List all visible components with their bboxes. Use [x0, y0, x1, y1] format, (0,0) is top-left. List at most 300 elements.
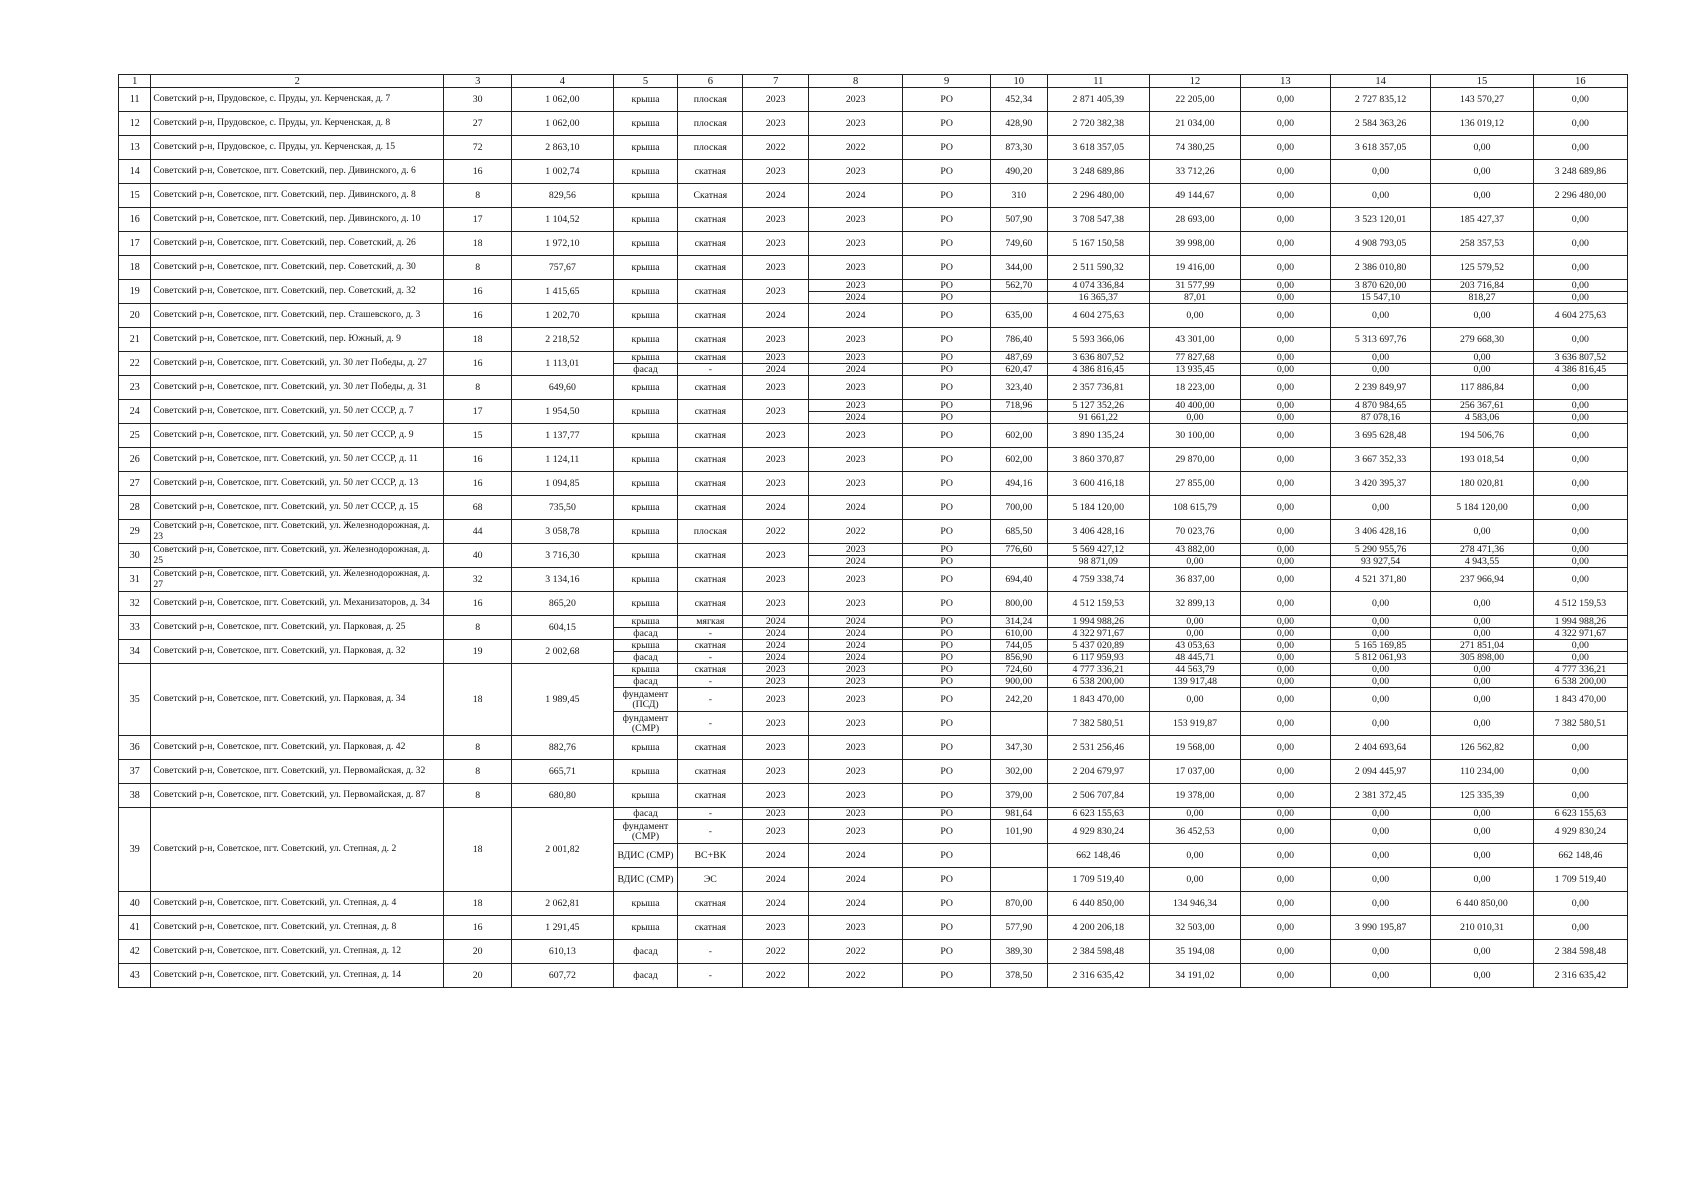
funding-source: РО — [903, 256, 991, 280]
apartments-count: 16 — [444, 280, 512, 304]
column-header-7: 7 — [743, 75, 809, 88]
funding-source: РО — [903, 760, 991, 784]
table-row — [119, 184, 1628, 208]
row-number: 29 — [119, 520, 151, 544]
fund-owners: 4 512 159,53 — [1533, 592, 1627, 616]
fund-regional: 3 420 395,37 — [1330, 472, 1430, 496]
fund-regional: 0,00 — [1330, 160, 1430, 184]
finish-year: 2023 — [809, 736, 903, 760]
fund-regional: 3 618 357,05 — [1330, 136, 1430, 160]
work-type: крыша — [613, 568, 678, 592]
building-area: 1 062,00 — [512, 88, 613, 112]
area — [991, 868, 1047, 892]
funding-source: РО — [903, 868, 991, 892]
row-number: 37 — [119, 760, 151, 784]
cost-per-unit: 32 899,13 — [1150, 592, 1241, 616]
fund-regional: 5 812 061,93 — [1330, 652, 1430, 664]
work-type: крыша — [613, 616, 678, 628]
work-type: фасад — [613, 676, 678, 688]
fund-federal: 0,00 — [1240, 640, 1330, 652]
apartments-count: 16 — [444, 304, 512, 328]
finish-year: 2023 — [809, 280, 903, 292]
building-area: 1 415,65 — [512, 280, 613, 304]
total-cost: 4 200 206,18 — [1047, 916, 1149, 940]
work-type: фасад — [613, 628, 678, 640]
area: 694,40 — [991, 568, 1047, 592]
finish-year: 2024 — [809, 292, 903, 304]
table-row — [119, 424, 1628, 448]
address-cell: Советский р-н, Советское, пгт. Советский, пер. Советский, д. 30 — [151, 256, 444, 280]
apartments-count: 16 — [444, 160, 512, 184]
apartments-count: 32 — [444, 568, 512, 592]
fund-owners: 0,00 — [1533, 784, 1627, 808]
fund-local: 0,00 — [1431, 160, 1533, 184]
plan-year: 2022 — [743, 964, 809, 988]
column-header-8: 8 — [809, 75, 903, 88]
fund-federal: 0,00 — [1240, 964, 1330, 988]
work-type: крыша — [613, 88, 678, 112]
fund-owners: 1 709 519,40 — [1533, 868, 1627, 892]
fund-regional: 4 908 793,05 — [1330, 232, 1430, 256]
row-number: 30 — [119, 544, 151, 568]
cost-per-unit: 31 577,99 — [1150, 280, 1241, 292]
plan-year: 2024 — [743, 640, 809, 652]
address-cell: Советский р-н, Советское, пгт. Советский, пер. Южный, д. 9 — [151, 328, 444, 352]
fund-owners: 0,00 — [1533, 208, 1627, 232]
row-number: 18 — [119, 256, 151, 280]
funding-source: РО — [903, 628, 991, 640]
total-cost: 1 709 519,40 — [1047, 868, 1149, 892]
column-header-13: 13 — [1240, 75, 1330, 88]
fund-federal: 0,00 — [1240, 808, 1330, 820]
address-cell: Советский р-н, Советское, пгт. Советский, ул. Парковая, д. 34 — [151, 664, 444, 736]
fund-federal: 0,00 — [1240, 820, 1330, 844]
fund-federal: 0,00 — [1240, 280, 1330, 292]
table-row — [119, 136, 1628, 160]
area: 700,00 — [991, 496, 1047, 520]
cost-per-unit: 0,00 — [1150, 868, 1241, 892]
plan-year: 2023 — [743, 568, 809, 592]
address-cell: Советский р-н, Советское, пгт. Советский, ул. Степная, д. 4 — [151, 892, 444, 916]
fund-regional: 5 165 169,85 — [1330, 640, 1430, 652]
funding-source: РО — [903, 352, 991, 364]
work-type: фасад — [613, 808, 678, 820]
finish-year: 2022 — [809, 136, 903, 160]
address-cell: Советский р-н, Советское, пгт. Советский, ул. Степная, д. 12 — [151, 940, 444, 964]
fund-owners: 0,00 — [1533, 112, 1627, 136]
column-header-3: 3 — [444, 75, 512, 88]
table-row — [119, 592, 1628, 616]
apartments-count: 18 — [444, 328, 512, 352]
work-type: крыша — [613, 892, 678, 916]
building-area: 680,80 — [512, 784, 613, 808]
work-type: крыша — [613, 448, 678, 472]
fund-federal: 0,00 — [1240, 136, 1330, 160]
fund-federal: 0,00 — [1240, 292, 1330, 304]
area: 900,00 — [991, 676, 1047, 688]
fund-owners: 4 929 830,24 — [1533, 820, 1627, 844]
roof-type: - — [678, 712, 743, 736]
table-row — [119, 280, 1628, 292]
funding-source: РО — [903, 712, 991, 736]
work-type: фундамент (СМР) — [613, 712, 678, 736]
address-cell: Советский р-н, Советское, пгт. Советский, ул. Степная, д. 8 — [151, 916, 444, 940]
area: 310 — [991, 184, 1047, 208]
address-cell: Советский р-н, Советское, пгт. Советский, ул. Железнодорожная, д. 27 — [151, 568, 444, 592]
roof-type: - — [678, 808, 743, 820]
fund-federal: 0,00 — [1240, 400, 1330, 412]
area: 856,90 — [991, 652, 1047, 664]
fund-regional: 0,00 — [1330, 868, 1430, 892]
cost-per-unit: 32 503,00 — [1150, 916, 1241, 940]
row-number: 34 — [119, 640, 151, 664]
funding-source: РО — [903, 568, 991, 592]
fund-local: 4 583,06 — [1431, 412, 1533, 424]
plan-year: 2023 — [743, 232, 809, 256]
funding-source: РО — [903, 640, 991, 652]
work-type: фундамент (СМР) — [613, 820, 678, 844]
finish-year: 2023 — [809, 472, 903, 496]
fund-owners: 0,00 — [1533, 760, 1627, 784]
apartments-count: 40 — [444, 544, 512, 568]
finish-year: 2023 — [809, 544, 903, 556]
fund-local: 271 851,04 — [1431, 640, 1533, 652]
area: 507,90 — [991, 208, 1047, 232]
roof-type: скатная — [678, 328, 743, 352]
area: 487,69 — [991, 352, 1047, 364]
fund-federal: 0,00 — [1240, 940, 1330, 964]
fund-owners: 2 296 480,00 — [1533, 184, 1627, 208]
building-area: 649,60 — [512, 376, 613, 400]
funding-source: РО — [903, 208, 991, 232]
fund-regional: 0,00 — [1330, 844, 1430, 868]
finish-year: 2023 — [809, 448, 903, 472]
cost-per-unit: 44 563,79 — [1150, 664, 1241, 676]
row-number: 12 — [119, 112, 151, 136]
area: 379,00 — [991, 784, 1047, 808]
table-row — [119, 400, 1628, 412]
fund-federal: 0,00 — [1240, 520, 1330, 544]
fund-regional: 0,00 — [1330, 964, 1430, 988]
fund-regional: 0,00 — [1330, 496, 1430, 520]
table-row — [119, 784, 1628, 808]
plan-year: 2023 — [743, 448, 809, 472]
building-area: 757,67 — [512, 256, 613, 280]
fund-owners: 7 382 580,51 — [1533, 712, 1627, 736]
cost-per-unit: 74 380,25 — [1150, 136, 1241, 160]
total-cost: 3 860 370,87 — [1047, 448, 1149, 472]
address-cell: Советский р-н, Советское, пгт. Советский, пер. Дивинского, д. 8 — [151, 184, 444, 208]
fund-local: 0,00 — [1431, 868, 1533, 892]
area: 490,20 — [991, 160, 1047, 184]
column-header-2: 2 — [151, 75, 444, 88]
row-number: 28 — [119, 496, 151, 520]
roof-type: ЭС — [678, 868, 743, 892]
fund-owners: 0,00 — [1533, 892, 1627, 916]
work-type: крыша — [613, 208, 678, 232]
fund-local: 0,00 — [1431, 940, 1533, 964]
fund-owners: 4 322 971,67 — [1533, 628, 1627, 640]
fund-owners: 4 386 816,45 — [1533, 364, 1627, 376]
apartments-count: 18 — [444, 232, 512, 256]
total-cost: 16 365,37 — [1047, 292, 1149, 304]
finish-year: 2023 — [809, 916, 903, 940]
total-cost: 3 708 547,38 — [1047, 208, 1149, 232]
roof-type: скатная — [678, 160, 743, 184]
fund-owners: 0,00 — [1533, 280, 1627, 292]
area: 494,16 — [991, 472, 1047, 496]
total-cost: 4 512 159,53 — [1047, 592, 1149, 616]
total-cost: 2 357 736,81 — [1047, 376, 1149, 400]
funding-source: РО — [903, 136, 991, 160]
column-header-4: 4 — [512, 75, 613, 88]
fund-owners: 0,00 — [1533, 88, 1627, 112]
fund-local: 258 357,53 — [1431, 232, 1533, 256]
roof-type: - — [678, 652, 743, 664]
building-area: 3 134,16 — [512, 568, 613, 592]
fund-federal: 0,00 — [1240, 424, 1330, 448]
fund-federal: 0,00 — [1240, 352, 1330, 364]
table-row — [119, 376, 1628, 400]
work-type: фасад — [613, 652, 678, 664]
work-type: крыша — [613, 424, 678, 448]
fund-regional: 0,00 — [1330, 940, 1430, 964]
apartments-count: 8 — [444, 376, 512, 400]
fund-regional: 2 386 010,80 — [1330, 256, 1430, 280]
repair-program-table — [118, 74, 1628, 988]
area: 685,50 — [991, 520, 1047, 544]
fund-federal: 0,00 — [1240, 676, 1330, 688]
work-type: крыша — [613, 160, 678, 184]
document-page — [118, 74, 1628, 988]
fund-regional: 4 870 984,65 — [1330, 400, 1430, 412]
area: 602,00 — [991, 424, 1047, 448]
finish-year: 2023 — [809, 376, 903, 400]
cost-per-unit: 34 191,02 — [1150, 964, 1241, 988]
total-cost: 2 511 590,32 — [1047, 256, 1149, 280]
plan-year: 2023 — [743, 160, 809, 184]
apartments-count: 8 — [444, 184, 512, 208]
column-header-9: 9 — [903, 75, 991, 88]
fund-local: 237 966,94 — [1431, 568, 1533, 592]
address-cell: Советский р-н, Советское, пгт. Советский, ул. Первомайская, д. 32 — [151, 760, 444, 784]
fund-regional: 0,00 — [1330, 712, 1430, 736]
fund-local: 0,00 — [1431, 820, 1533, 844]
finish-year: 2023 — [809, 256, 903, 280]
address-cell: Советский р-н, Советское, пгт. Советский, ул. Механизаторов, д. 34 — [151, 592, 444, 616]
row-number: 36 — [119, 736, 151, 760]
fund-federal: 0,00 — [1240, 376, 1330, 400]
table-row — [119, 232, 1628, 256]
roof-type: скатная — [678, 544, 743, 568]
funding-source: РО — [903, 916, 991, 940]
finish-year: 2023 — [809, 688, 903, 712]
total-cost: 5 127 352,26 — [1047, 400, 1149, 412]
area: 389,30 — [991, 940, 1047, 964]
address-cell: Советский р-н, Советское, пгт. Советский, ул. Парковая, д. 25 — [151, 616, 444, 640]
work-type: крыша — [613, 400, 678, 424]
building-area: 1 291,45 — [512, 916, 613, 940]
cost-per-unit: 36 837,00 — [1150, 568, 1241, 592]
work-type: фундамент (ПСД) — [613, 688, 678, 712]
work-type: фасад — [613, 964, 678, 988]
fund-owners: 3 636 807,52 — [1533, 352, 1627, 364]
funding-source: РО — [903, 592, 991, 616]
row-number: 23 — [119, 376, 151, 400]
plan-year: 2023 — [743, 544, 809, 568]
fund-regional: 93 927,54 — [1330, 556, 1430, 568]
row-number: 39 — [119, 808, 151, 892]
fund-owners: 2 384 598,48 — [1533, 940, 1627, 964]
fund-federal: 0,00 — [1240, 712, 1330, 736]
roof-type: скатная — [678, 664, 743, 676]
plan-year: 2023 — [743, 712, 809, 736]
fund-federal: 0,00 — [1240, 628, 1330, 640]
row-number: 15 — [119, 184, 151, 208]
plan-year: 2023 — [743, 376, 809, 400]
fund-regional: 0,00 — [1330, 304, 1430, 328]
fund-local: 6 440 850,00 — [1431, 892, 1533, 916]
funding-source: РО — [903, 376, 991, 400]
funding-source: РО — [903, 400, 991, 412]
work-type: крыша — [613, 664, 678, 676]
cost-per-unit: 0,00 — [1150, 304, 1241, 328]
total-cost: 98 871,09 — [1047, 556, 1149, 568]
row-number: 21 — [119, 328, 151, 352]
roof-type: скатная — [678, 280, 743, 304]
finish-year: 2024 — [809, 412, 903, 424]
table-row — [119, 916, 1628, 940]
total-cost: 4 322 971,67 — [1047, 628, 1149, 640]
total-cost: 4 777 336,21 — [1047, 664, 1149, 676]
table-row — [119, 940, 1628, 964]
plan-year: 2023 — [743, 688, 809, 712]
fund-local: 0,00 — [1431, 688, 1533, 712]
address-cell: Советский р-н, Советское, пгт. Советский, пер. Дивинского, д. 6 — [151, 160, 444, 184]
fund-federal: 0,00 — [1240, 208, 1330, 232]
total-cost: 4 604 275,63 — [1047, 304, 1149, 328]
funding-source: РО — [903, 688, 991, 712]
finish-year: 2022 — [809, 964, 903, 988]
fund-local: 0,00 — [1431, 304, 1533, 328]
table-row — [119, 640, 1628, 652]
total-cost: 4 074 336,84 — [1047, 280, 1149, 292]
cost-per-unit: 18 223,00 — [1150, 376, 1241, 400]
row-number: 38 — [119, 784, 151, 808]
cost-per-unit: 22 205,00 — [1150, 88, 1241, 112]
funding-source: РО — [903, 412, 991, 424]
cost-per-unit: 27 855,00 — [1150, 472, 1241, 496]
fund-federal: 0,00 — [1240, 616, 1330, 628]
fund-owners: 0,00 — [1533, 448, 1627, 472]
apartments-count: 16 — [444, 448, 512, 472]
roof-type: скатная — [678, 376, 743, 400]
total-cost: 4 759 338,74 — [1047, 568, 1149, 592]
funding-source: РО — [903, 328, 991, 352]
area: 620,47 — [991, 364, 1047, 376]
fund-regional: 2 239 849,97 — [1330, 376, 1430, 400]
fund-federal: 0,00 — [1240, 868, 1330, 892]
area: 323,40 — [991, 376, 1047, 400]
roof-type: скатная — [678, 448, 743, 472]
fund-regional: 0,00 — [1330, 184, 1430, 208]
fund-local: 0,00 — [1431, 808, 1533, 820]
building-area: 2 002,68 — [512, 640, 613, 664]
total-cost: 3 406 428,16 — [1047, 520, 1149, 544]
table-row — [119, 88, 1628, 112]
roof-type: скатная — [678, 916, 743, 940]
fund-owners: 0,00 — [1533, 400, 1627, 412]
work-type: фасад — [613, 364, 678, 376]
cost-per-unit: 48 445,71 — [1150, 652, 1241, 664]
fund-local: 5 184 120,00 — [1431, 496, 1533, 520]
finish-year: 2024 — [809, 844, 903, 868]
finish-year: 2024 — [809, 184, 903, 208]
work-type: крыша — [613, 736, 678, 760]
apartments-count: 8 — [444, 760, 512, 784]
fund-owners: 1 843 470,00 — [1533, 688, 1627, 712]
row-number: 20 — [119, 304, 151, 328]
funding-source: РО — [903, 88, 991, 112]
area: 635,00 — [991, 304, 1047, 328]
roof-type: плоская — [678, 112, 743, 136]
cost-per-unit: 30 100,00 — [1150, 424, 1241, 448]
total-cost: 4 386 816,45 — [1047, 364, 1149, 376]
finish-year: 2023 — [809, 808, 903, 820]
roof-type: плоская — [678, 520, 743, 544]
total-cost: 6 440 850,00 — [1047, 892, 1149, 916]
total-cost: 1 994 988,26 — [1047, 616, 1149, 628]
fund-regional: 3 406 428,16 — [1330, 520, 1430, 544]
fund-local: 0,00 — [1431, 616, 1533, 628]
row-number: 22 — [119, 352, 151, 376]
fund-regional: 0,00 — [1330, 892, 1430, 916]
plan-year: 2023 — [743, 820, 809, 844]
fund-federal: 0,00 — [1240, 784, 1330, 808]
funding-source: РО — [903, 652, 991, 664]
area — [991, 412, 1047, 424]
cost-per-unit: 49 144,67 — [1150, 184, 1241, 208]
area: 981,64 — [991, 808, 1047, 820]
cost-per-unit: 29 870,00 — [1150, 448, 1241, 472]
table-row — [119, 808, 1628, 820]
fund-regional: 2 381 372,45 — [1330, 784, 1430, 808]
fund-local: 305 898,00 — [1431, 652, 1533, 664]
funding-source: РО — [903, 892, 991, 916]
fund-local: 203 716,84 — [1431, 280, 1533, 292]
row-number: 13 — [119, 136, 151, 160]
building-area: 1 062,00 — [512, 112, 613, 136]
fund-federal: 0,00 — [1240, 736, 1330, 760]
cost-per-unit: 39 998,00 — [1150, 232, 1241, 256]
plan-year: 2023 — [743, 592, 809, 616]
fund-local: 180 020,81 — [1431, 472, 1533, 496]
fund-owners: 0,00 — [1533, 472, 1627, 496]
roof-type: скатная — [678, 496, 743, 520]
cost-per-unit: 77 827,68 — [1150, 352, 1241, 364]
column-header-6: 6 — [678, 75, 743, 88]
plan-year: 2023 — [743, 784, 809, 808]
fund-local: 110 234,00 — [1431, 760, 1533, 784]
finish-year: 2023 — [809, 160, 903, 184]
building-area: 2 062,81 — [512, 892, 613, 916]
total-cost: 4 929 830,24 — [1047, 820, 1149, 844]
finish-year: 2024 — [809, 652, 903, 664]
finish-year: 2023 — [809, 784, 903, 808]
row-number: 32 — [119, 592, 151, 616]
apartments-count: 16 — [444, 916, 512, 940]
area — [991, 292, 1047, 304]
